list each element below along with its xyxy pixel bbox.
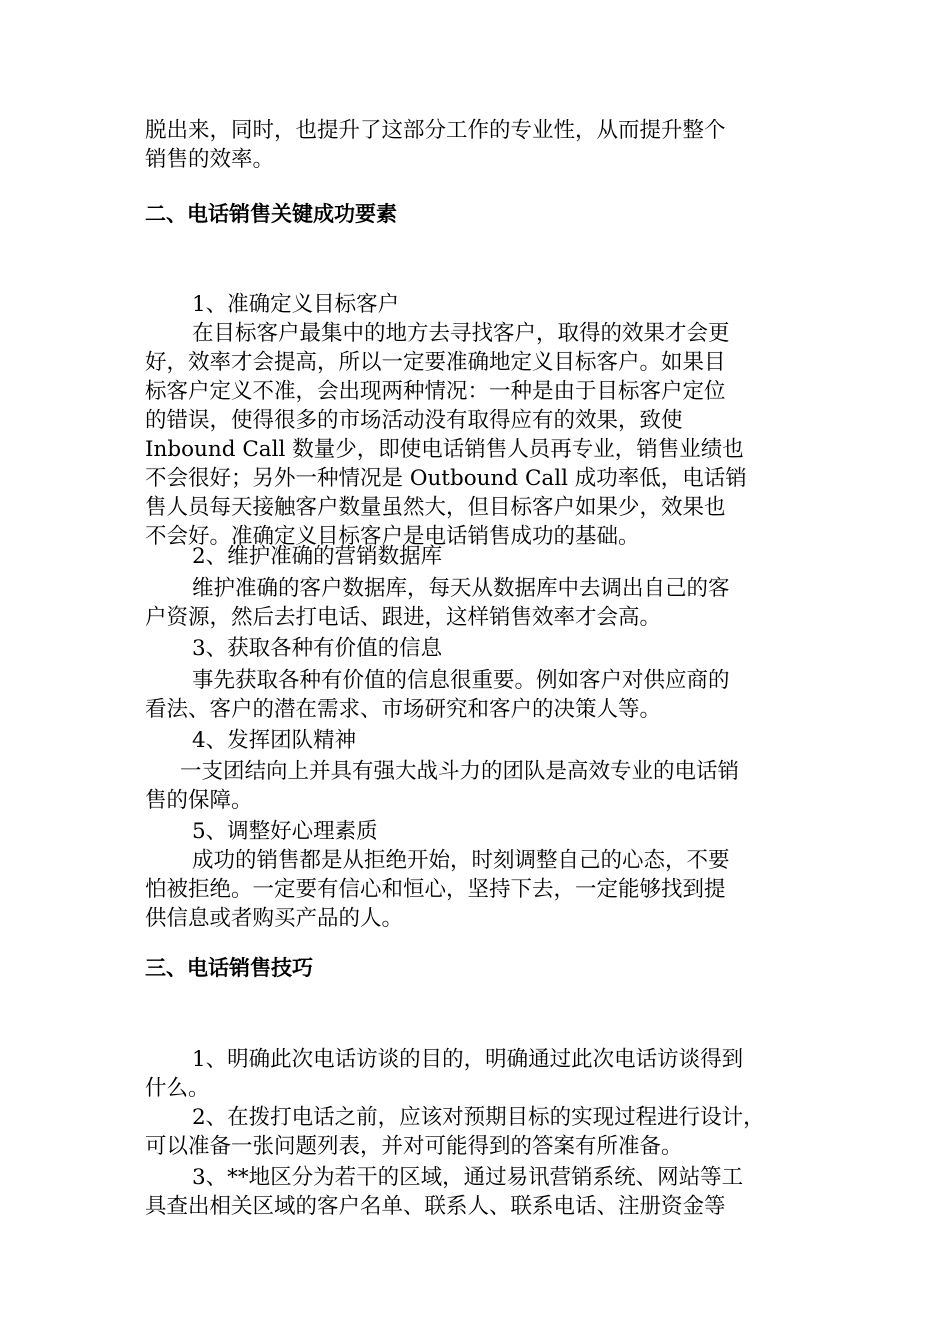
text-line: 看法、客户的潜在需求、市场研究和客户的决策人等。 [145, 697, 662, 722]
text-line: 不会很好；另外一种情况是 Outbound Call 成功率低，电话销 [145, 466, 747, 491]
text-line: 一支团结向上并具有强大战斗力的团队是高效专业的电话销 [180, 759, 740, 784]
text-line: 好，效率才会提高，所以一定要准确地定义目标客户。如果目 [145, 350, 726, 375]
text-line: 户资源，然后去打电话、跟进，这样销售效率才会高。 [145, 605, 662, 630]
text-line: Inbound Call 数量少，即使电话销售人员再专业，销售业绩也 [145, 437, 744, 462]
text-line: 1、明确此次电话访谈的目的，明确通过此次电话访谈得到 [192, 1047, 744, 1072]
text-line: 5、调整好心理素质 [192, 819, 378, 844]
technique-paragraph-3 [145, 1163, 805, 1221]
item-body-2 [145, 574, 805, 632]
item-body-3 [145, 666, 805, 724]
text-line: 3、**地区分为若干的区域，通过易讯营销系统、网站等工 [192, 1165, 744, 1190]
item-title-5 [145, 817, 852, 846]
text-line: 标客户定义不准，会出现两种情况：一种是由于目标客户定位 [145, 379, 726, 404]
text-line: 怕被拒绝。一定要有信心和恒心，坚持下去，一定能够找到提 [145, 877, 726, 902]
text-line: 2、在拨打电话之前，应该对预期目标的实现过程进行设计， [192, 1105, 765, 1130]
text-line: 不会好。准确定义目标客户是电话销售成功的基础。 [145, 524, 640, 549]
technique-paragraph-1 [145, 1045, 805, 1103]
text-line: 可以准备一张问题列表，并对可能得到的答案有所准备。 [145, 1134, 683, 1159]
text-line: 脱出来，同时，也提升了这部分工作的专业性，从而提升整个 [145, 118, 726, 143]
section-heading-2: 二、电话销售关键成功要素 [145, 202, 397, 226]
item-body-5 [145, 846, 805, 933]
technique-paragraph-2 [145, 1103, 805, 1161]
text-line: 4、发挥团队精神 [192, 728, 357, 753]
text-line: 维护准确的客户数据库，每天从数据库中去调出自己的客 [192, 576, 730, 601]
item-title-4 [145, 726, 852, 755]
item-title-3 [145, 634, 852, 663]
item-title-1 [145, 290, 852, 319]
text-line: 供信息或者购买产品的人。 [145, 906, 404, 931]
text-line: 在目标客户最集中的地方去寻找客户，取得的效果才会更 [192, 321, 730, 346]
section-heading-3: 三、电话销售技巧 [145, 956, 313, 980]
text-line: 事先获取各种有价值的信息很重要。例如客户对供应商的 [192, 668, 730, 693]
text-line: 售人员每天接触客户数量虽然大，但目标客户如果少，效果也 [145, 495, 726, 520]
intro-paragraph [145, 116, 805, 174]
text-line: 具查出相关区域的客户名单、联系人、联系电话、注册资金等 [145, 1194, 726, 1219]
text-line: 成功的销售都是从拒绝开始，时刻调整自己的心态，不要 [192, 848, 730, 873]
item-title-2 [145, 542, 852, 571]
text-line: 2、维护准确的营销数据库 [192, 544, 443, 569]
text-line: 的错误，使得很多的市场活动没有取得应有的效果，致使 [145, 408, 683, 433]
item-body-1 [145, 319, 805, 551]
text-line: 售的保障。 [145, 788, 253, 813]
text-line: 1、准确定义目标客户 [192, 292, 400, 317]
text-line: 什么。 [145, 1076, 210, 1101]
text-line: 3、获取各种有价值的信息 [192, 636, 443, 661]
item-body-4 [145, 757, 805, 815]
text-line: 销售的效率。 [145, 147, 275, 172]
